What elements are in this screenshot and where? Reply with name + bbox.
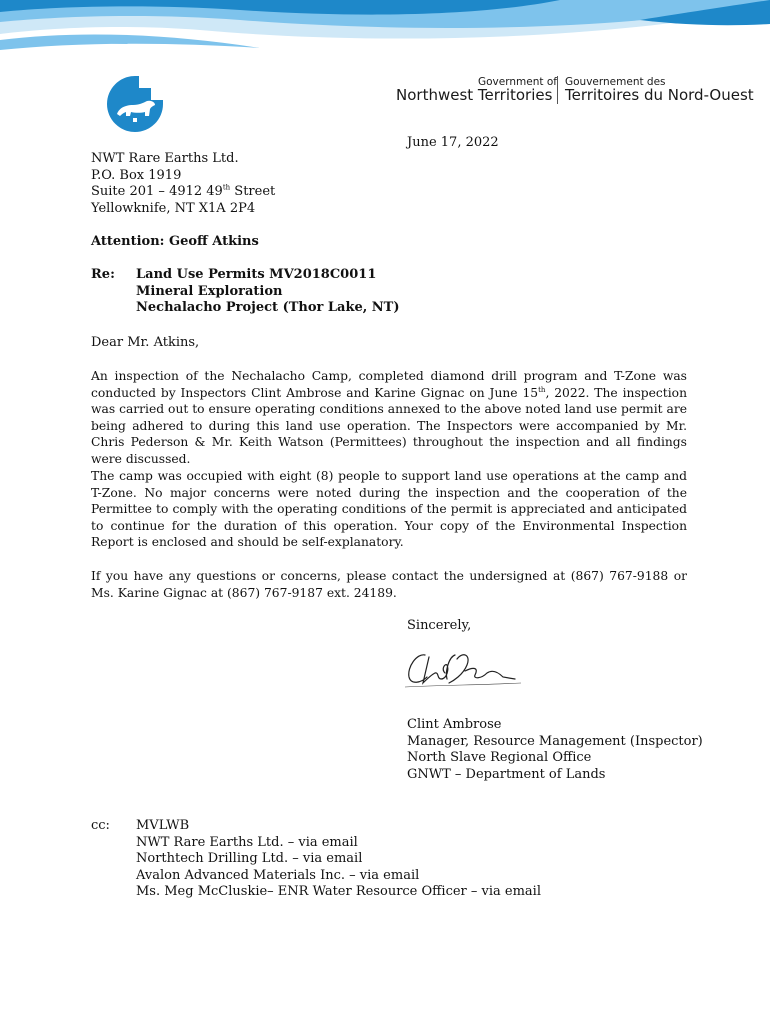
re-line: Mineral Exploration	[136, 283, 283, 299]
cc-item: Ms. Meg McCluskie– ENR Water Resource Officer – via email	[136, 884, 541, 900]
signer-office: North Slave Regional Office	[407, 750, 592, 766]
cc-list	[136, 818, 541, 901]
body-paragraph-1: An inspection of the Nechalacho Camp, completed diamond drill program and T-Zone was conducted by Inspectors Clint Ambrose and Karine Gignac on June 15th, 2022. The inspection was carried out to ensure operating conditions annexed to the above noted land use permit are being adhered to during this land use operation. The Inspectors were accompanied by Mr. Chris Pederson & Mr. Keith Watson (Permittees) throughout the inspection and all findings were discussed.	[91, 369, 687, 466]
signer-block	[407, 717, 703, 783]
gov-name-en: Northwest Territories	[396, 86, 553, 104]
salutation: Dear Mr. Atkins,	[91, 335, 200, 350]
gov-name-fr-small: Gouvernement des	[565, 76, 666, 88]
closing: Sincerely,	[407, 618, 472, 633]
address-line: P.O. Box 1919	[91, 167, 182, 183]
gov-name-en-small: Government of	[478, 76, 557, 88]
nwt-logo-icon	[103, 72, 167, 136]
re-label: Re:	[91, 267, 115, 282]
cc-item: Avalon Advanced Materials Inc. – via email	[136, 867, 420, 883]
cc-item: Northtech Drilling Ltd. – via email	[136, 851, 363, 867]
address-line: Suite 201 – 4912 49th Street	[91, 183, 276, 200]
header-divider	[557, 76, 558, 104]
re-subject	[136, 267, 400, 317]
address-line: Yellowknife, NT X1A 2P4	[91, 200, 256, 216]
signer-name: Clint Ambrose	[407, 717, 502, 732]
body-paragraph-3: If you have any questions or concerns, please contact the undersigned at (867) 767-9188 or Ms. Karine Gignac at (867) 767-9187 ext. 24189.	[91, 569, 687, 600]
letter-date: June 17, 2022	[407, 135, 499, 150]
attention-line: Attention: Geoff Atkins	[91, 234, 259, 249]
body-paragraph-2: The camp was occupied with eight (8) people to support land use operations at the camp and T-Zone. No major concerns were noted during the inspection and the cooperation of the Permittee to comply with the operating conditions of the permit is appreciated and anticipated to continue for the duration of this operation. Your copy of the Environmental Inspection Report is enclosed and should be self-explanatory.	[91, 469, 687, 550]
header-wave-graphic	[0, 0, 770, 70]
cc-item: NWT Rare Earths Ltd. – via email	[136, 834, 358, 850]
re-line: Nechalacho Project (Thor Lake, NT)	[136, 300, 400, 316]
gov-name-fr: Territoires du Nord-Ouest	[565, 86, 754, 104]
signer-department: GNWT – Department of Lands	[407, 766, 606, 782]
address-line: NWT Rare Earths Ltd.	[91, 151, 239, 166]
cc-label: cc:	[91, 818, 110, 833]
re-line: Land Use Permits MV2018C0011	[136, 267, 377, 282]
handwritten-signature	[403, 647, 523, 692]
recipient-address	[91, 151, 691, 217]
signer-title: Manager, Resource Management (Inspector)	[407, 733, 703, 749]
letterhead	[0, 0, 770, 130]
cc-item: MVLWB	[136, 818, 190, 833]
